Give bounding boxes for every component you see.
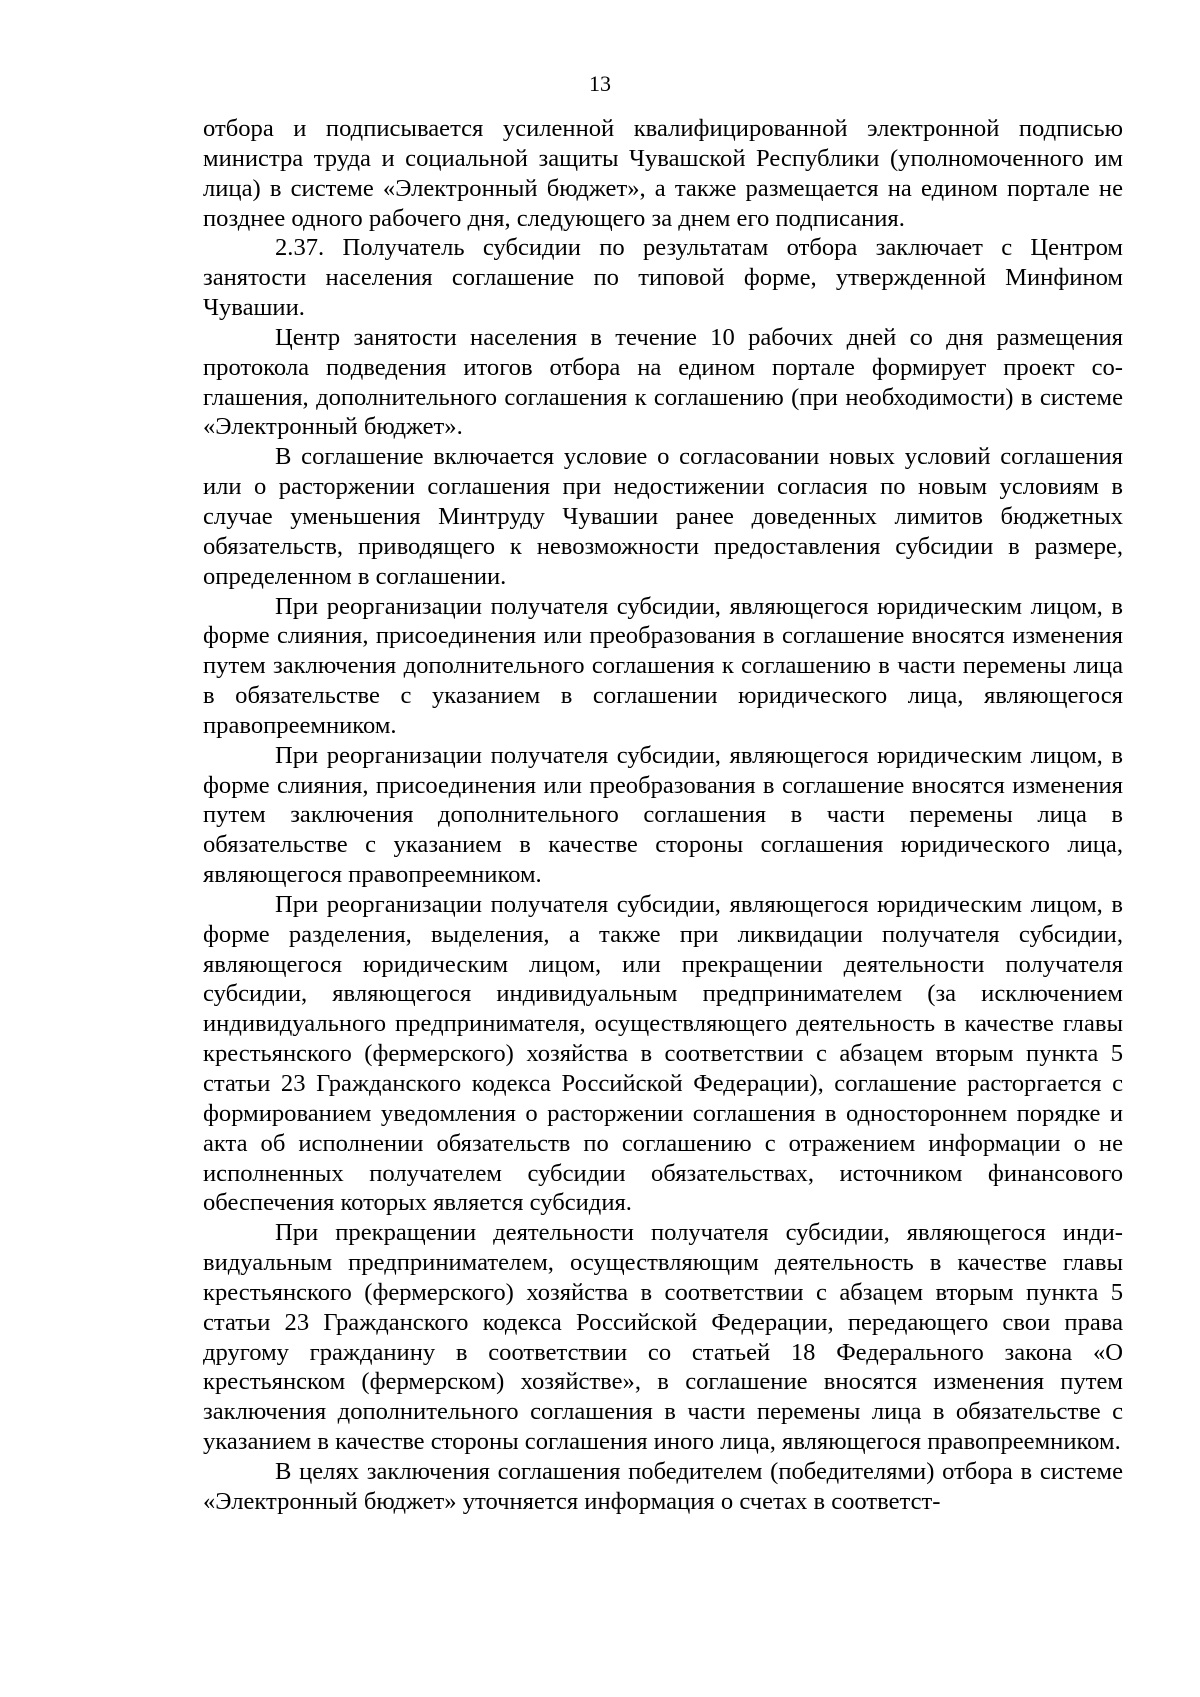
paragraph-5: При реорганизации получателя субсидии, являющегося юридическим лицом, в форме слияния, присоединения или преобразования в соглашение вносятся изменения путем заключения дополнительного соглашения к соглашению в части перемены лица в обязательстве с указанием в соглашении юридического лица, являющегося правопреемником. — [203, 592, 1123, 739]
paragraph-3: Центр занятости населения в течение 10 рабочих дней со дня размещения протокола подведения итогов отбора на едином портале формирует проект соглашения, дополнительного соглашения к соглашению (при необходимости) в системе «Электронный бюджет». — [203, 323, 1123, 441]
paragraph-4: В соглашение включается условие о согласовании новых условий соглашения или о расторжении соглашения при недостижении согласия по новым условиям в случае уменьшения Минтруду Чувашии ранее доведенных лимитов бюджетных обязательств, приводящего к невозможности предоставления субсидии в размере, определенном в соглашении. — [203, 443, 1123, 590]
paragraph-8: При прекращении деятельности получателя субсидии, являющегося индивидуальным предпринимателем, осуществляющим деятельность в качестве главы крестьянского (фермерского) хозяйства в соответствии с абзацем вторым пункта 5 статьи 23 Гражданского кодекса Российской Федерации, передающего свои права другому гражданину в соответствии со статьей 18 Федерального закона «О крестьянском (фермерском) хозяйстве», в соглашение вносятся изменения путем заключения дополнительного соглашения в части перемены лица в обязательстве с указанием в качестве стороны соглашения иного лица, являющегося правопреемником. — [203, 1219, 1123, 1456]
document-body — [203, 114, 1123, 1517]
paragraph-6: При реорганизации получателя субсидии, являющегося юридическим лицом, в форме слияния, присоединения или преобразования в соглашение вносятся изменения путем заключения дополнительного соглашения в части перемены лица в обязательстве с указанием в качестве стороны соглашения юридического лица, являющегося правопреемником. — [203, 741, 1123, 889]
paragraph-2: 2.37. Получатель субсидии по результатам отбора заключает с Центром занятости населения соглашение по типовой форме, утвержденной Минфином Чувашии. — [203, 234, 1123, 322]
paragraph-9: В целях заключения соглашения победителем (победителями) отбора в системе «Электронный бюджет» уточняется информация о счетах в соответст- — [203, 1457, 1123, 1515]
paragraph-7: При реорганизации получателя субсидии, являющегося юридическим лицом, в форме разделения, выделения, а также при ликвидации получателя субсидии, являющегося юридическим лицом, или прекращении деятельности получателя субсидии, являющегося индивидуальным предпринимателем (за исключением индивидуального предпринимателя, осуществляющего деятельность в качестве главы крестьянского (фермерского) хозяйства в соответствии с абзацем вторым пункта 5 статьи 23 Гражданского кодекса Российской Федерации), соглашение расторгается с формированием уведомления о расторжении соглашения в одностороннем порядке и акта об исполнении обязательств по соглашению с отражением информации о не исполненных получателем субсидии обязательствах, источником финансового обеспечения которых является субсидия. — [203, 890, 1123, 1217]
page-number: 13 — [589, 71, 611, 96]
paragraph-1: отбора и подписывается усиленной квалифицированной электронной подписью министра труда и социальной защиты Чувашской Республики (уполномоченного им лица) в системе «Электронный бюджет», а также размещается на едином портале не позднее одного рабочего дня, следующего за днем его подписания. — [203, 115, 1123, 232]
